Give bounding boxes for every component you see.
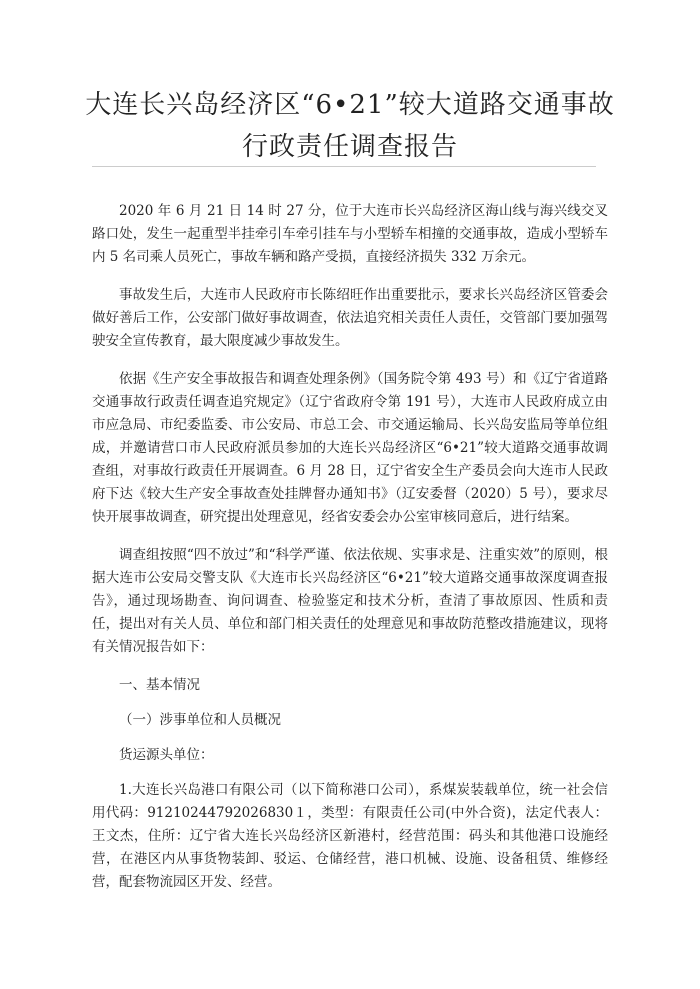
paragraph-mayor-instruction: 事故发生后，大连市人民政府市长陈绍旺作出重要批示，要求长兴岛经济区管委会做好善后工作，公安部门做好事故调查，依法追究相关责任人责任，交管部门要加强驾驶安全宣传教育，最大限度减少事故发生。 (92, 287, 608, 349)
subheading-cargo-source-unit: 货运源头单位： (119, 747, 214, 763)
document-body (92, 200, 608, 909)
subsection-heading-units-and-people: （一）涉事单位和人员概况 (119, 712, 281, 728)
section-heading-basic-info: 一、基本情况 (119, 677, 200, 693)
document-title (60, 84, 640, 168)
paragraph-investigation-basis: 依据《生产安全事故报告和调查处理条例》（国务院令第 493 号）和《辽宁省道路交通事故行政责任调查追究规定》（辽宁省政府令第 191 号），大连市人民政府成立由市应急局、市纪委监委、市公安局、市总工会、市交通运输局、长兴岛安监局等单位组成，并邀请营口市人民政府派员参加的大连长兴岛经济区“6•21”较大道路交通事故调查组，对事故行政责任开展调查。6 月 28 日，辽宁省安全生产委员会向大连市人民政府下达《较大生产安全事故查处挂牌督办通知书》（辽安委督（2020）5 号），要求尽快开展事故调查，研究提出处理意见，经省安委会办公室审核同意后，进行结案。 (92, 371, 608, 525)
paragraph-incident-summary: 2020 年 6 月 21 日 14 时 27 分，位于大连市长兴岛经济区海山线与海兴线交叉路口处，发生一起重型半挂牵引车牵引挂车与小型轿车相撞的交通事故，造成小型轿车内 5 名司乘人员死亡，事故车辆和路产受损，直接经济损失 332 万余元。 (92, 203, 608, 265)
title-line-1: 大连长兴岛经济区“6•21”较大道路交通事故 (85, 90, 615, 120)
paragraph-investigation-principles: 调查组按照“四不放过”和“科学严谨、依法依规、实事求是、注重实效”的原则，根据大连市公安局交警支队《大连市长兴岛经济区“6•21”较大道路交通事故深度调查报告》，通过现场勘查、询问调查、检验鉴定和技术分析，查清了事故原因、性质和责任，提出对有关人员、单位和部门相关责任的处理意见和事故防范整改措施建议，现将有关情况报告如下： (92, 547, 608, 655)
title-divider (92, 166, 596, 167)
title-line-2: 行政责任调查报告 (241, 132, 458, 162)
paragraph-port-company: 1.大连长兴岛港口有限公司（以下简称港口公司），系煤炭装载单位，统一社会信用代码：91210244792026830１，类型：有限责任公司(中外合资)，法定代表人：王文杰，住所：辽宁省大连长兴岛经济区新港村，经营范围：码头和其他港口设施经营，在港区内从事货物装卸、驳运、仓储经营，港口机械、设施、设备租赁、维修经营，配套物流园区开发、经营。 (92, 782, 608, 890)
